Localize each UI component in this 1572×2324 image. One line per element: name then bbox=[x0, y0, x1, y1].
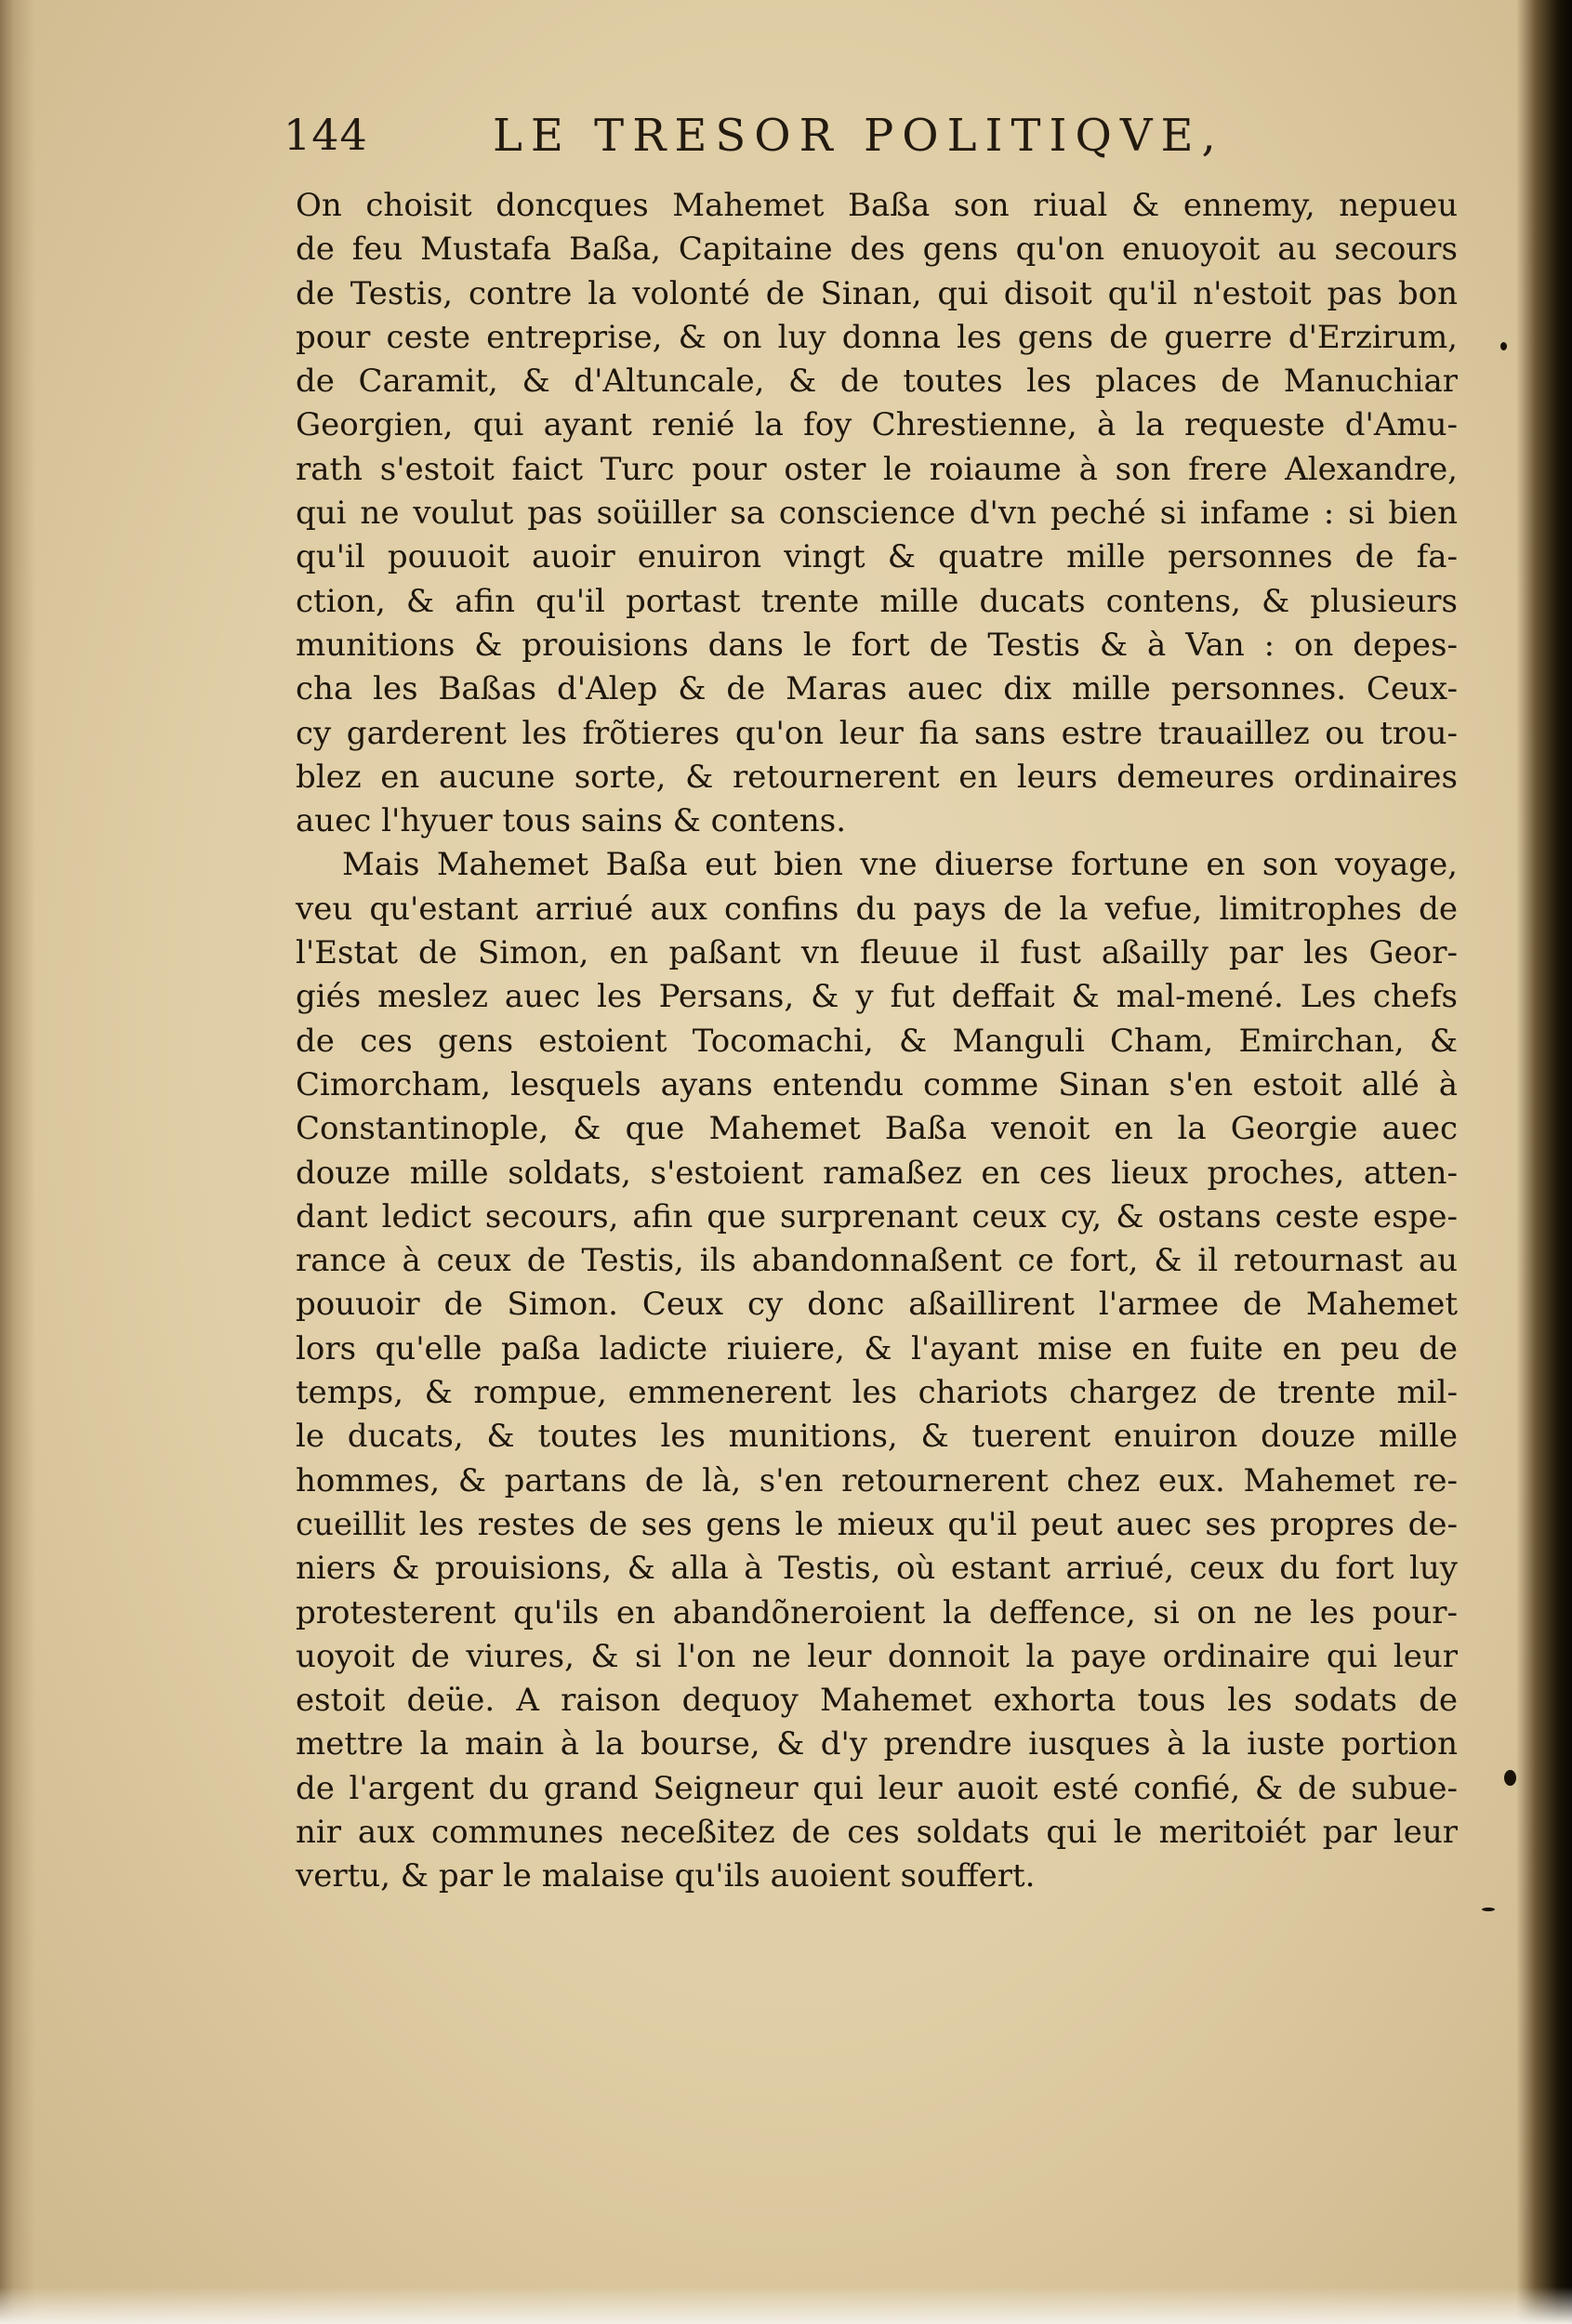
text-line: dant ledict secours, afin que surprenant ceux cy, & ostans ceste espe- bbox=[296, 1197, 1458, 1235]
text-line: veu qu'estant arriué aux confins du pays de la vefue, limitrophes de bbox=[296, 890, 1458, 928]
text-line: protesterent qu'ils en abandõneroient la deffence, si on ne les pour- bbox=[296, 1593, 1458, 1631]
text-line: de feu Mustafa Baßa, Capitaine des gens qu'on enuoyoit au secours bbox=[296, 231, 1458, 269]
text-line: pour ceste entreprise, & on luy donna les gens de guerre d'Erzirum, bbox=[296, 318, 1458, 356]
text-line: cy garderent les frõtieres qu'on leur fia sans estre trauaillez ou trou- bbox=[296, 714, 1458, 752]
text-line: hommes, & partans de là, s'en retournerent chez eux. Mahemet re- bbox=[296, 1461, 1458, 1499]
ink-spot-mark bbox=[1482, 1908, 1495, 1911]
text-line: giés meslez auec les Persans, & y fut deffait & mal-mené. Les chefs bbox=[296, 978, 1458, 1016]
text-line: de l'argent du grand Seigneur qui leur auoit esté confié, & de subue- bbox=[296, 1769, 1458, 1807]
text-line: ction, & afin qu'il portast trente mille ducats contens, & plusieurs bbox=[296, 582, 1458, 620]
text-line: qu'il pouuoit auoir enuiron vingt & quatre mille personnes de fa- bbox=[296, 538, 1458, 576]
text-line: Cimorcham, lesquels ayans entendu comme Sinan s'en estoit allé à bbox=[296, 1065, 1458, 1103]
text-line: Constantinople, & que Mahemet Baßa venoit en la Georgie auec bbox=[296, 1110, 1458, 1148]
text-line: munitions & prouisions dans le fort de Testis & à Van : on depes- bbox=[296, 626, 1458, 664]
text-line: l'Estat de Simon, en paßant vn fleuue il fust aßailly par les Geor- bbox=[296, 934, 1458, 972]
text-line: vertu, & par le malaise qu'ils auoient souffert. bbox=[296, 1857, 1036, 1895]
text-line: auec l'hyuer tous sains & contens. bbox=[296, 802, 846, 840]
text-line: mettre la main à la bourse, & d'y prendre iusques à la iuste portion bbox=[296, 1725, 1458, 1763]
text-line: Georgien, qui ayant renié la foy Chrestienne, à la requeste d'Amu- bbox=[296, 406, 1458, 444]
text-line: qui ne voulut pas soüiller sa conscience d'vn peché si infame : si bien bbox=[296, 495, 1458, 533]
text-line: temps, & rompue, emmenerent les chariots chargez de trente mil- bbox=[296, 1374, 1458, 1412]
text-line: rath s'estoit faict Turc pour oster le roiaume à son frere Alexandre, bbox=[296, 450, 1458, 488]
text-line: niers & prouisions, & alla à Testis, où estant arriué, ceux du fort luy bbox=[296, 1550, 1458, 1588]
text-line: rance à ceux de Testis, ils abandonnaßent ce fort, & il retournast au bbox=[296, 1242, 1458, 1280]
text-line: douze mille soldats, s'estoient ramaßez en ces lieux proches, atten- bbox=[296, 1154, 1458, 1192]
body-text bbox=[296, 184, 1458, 1899]
text-line: le ducats, & toutes les munitions, & tuerent enuiron douze mille bbox=[296, 1418, 1458, 1456]
page-left-edge bbox=[0, 0, 35, 2324]
text-line: blez en aucune sorte, & retournerent en leurs demeures ordinaires bbox=[296, 758, 1458, 796]
text-line: On choisit doncques Mahemet Baßa son riual & ennemy, nepueu bbox=[296, 187, 1458, 224]
text-line: pouuoir de Simon. Ceux cy donc aßaillirent l'armee de Mahemet bbox=[296, 1286, 1458, 1324]
page-header bbox=[284, 110, 1492, 184]
page-bottom-margin bbox=[0, 2287, 1572, 2324]
text-line: de Caramit, & d'Altuncale, & de toutes les places de Manuchiar bbox=[296, 363, 1458, 401]
text-line: cha les Baßas d'Alep & de Maras auec dix mille personnes. Ceux- bbox=[296, 670, 1458, 708]
running-head: LE TRESOR POLITIQVE, bbox=[493, 110, 1224, 162]
text-line: de ces gens estoient Tocomachi, & Manguli Cham, Emirchan, & bbox=[296, 1022, 1458, 1060]
page-number: 144 bbox=[284, 110, 368, 160]
text-line: de Testis, contre la volonté de Sinan, qui disoit qu'il n'estoit pas bon bbox=[296, 274, 1458, 312]
ink-spot-mark bbox=[1500, 342, 1507, 350]
text-line: uoyoit de viures, & si l'on ne leur donnoit la paye ordinaire qui leur bbox=[296, 1637, 1458, 1675]
text-line: nir aux communes neceßitez de ces soldats qui le meritoiét par leur bbox=[296, 1813, 1458, 1851]
text-line: cueillit les restes de ses gens le mieux qu'il peut auec ses propres de- bbox=[296, 1505, 1458, 1543]
text-line: Mais Mahemet Baßa eut bien vne diuerse fortune en son voyage, bbox=[342, 846, 1458, 884]
text-line: estoit deüe. A raison dequoy Mahemet exhorta tous les sodats de bbox=[296, 1682, 1458, 1720]
page-gutter-shadow bbox=[1516, 0, 1572, 2324]
ink-spot-mark bbox=[1504, 1770, 1516, 1786]
text-line: lors qu'elle paßa ladicte riuiere, & l'ayant mise en fuite en peu de bbox=[296, 1329, 1458, 1367]
